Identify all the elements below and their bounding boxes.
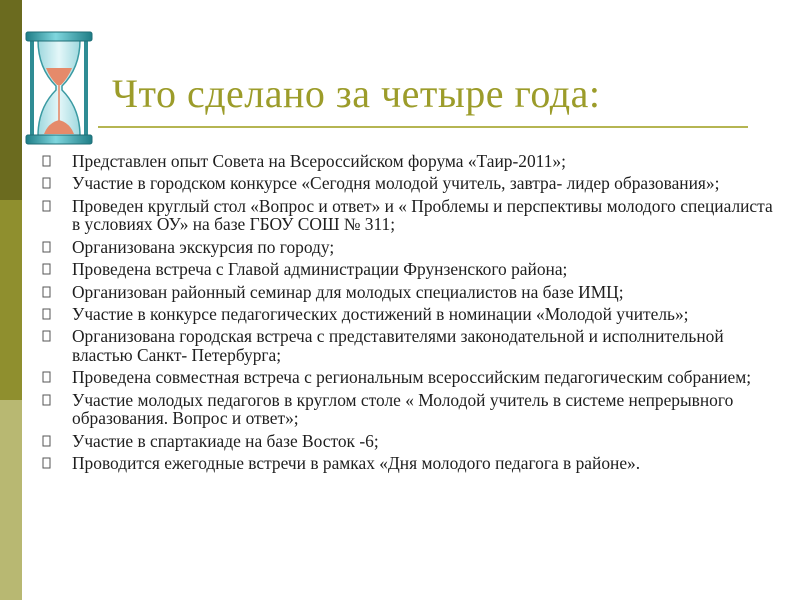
open-box-bullet-icon — [42, 370, 52, 384]
hourglass-icon — [24, 28, 94, 148]
open-box-bullet-icon — [42, 456, 52, 470]
list-item — [42, 260, 782, 279]
band-segment-middle — [0, 200, 22, 400]
list-item — [42, 305, 782, 324]
open-box-bullet-icon — [42, 240, 52, 254]
open-box-bullet-icon — [42, 393, 52, 407]
list-item — [42, 152, 782, 171]
title-underline — [98, 126, 748, 128]
list-item — [42, 391, 782, 428]
list-item-text: Участие в спартакиаде на базе Восток -6; — [72, 430, 379, 451]
open-box-bullet-icon — [42, 176, 52, 190]
list-item-text: Участие в городском конкурсе «Сегодня молодой учитель, завтра- лидер образования»; — [72, 173, 720, 194]
bullet-list — [42, 152, 782, 476]
left-decorative-band — [0, 0, 22, 600]
open-box-bullet-icon — [42, 262, 52, 276]
open-box-bullet-icon — [42, 434, 52, 448]
list-item — [42, 283, 782, 302]
list-item-text: Организована городская встреча с представителями законодательной и исполнительной властью Санкт- Петербурга; — [72, 326, 724, 365]
list-item-text: Представлен опыт Совета на Всероссийском форума «Таир-2011»; — [72, 151, 566, 171]
band-segment-bottom — [0, 400, 22, 600]
open-box-bullet-icon — [42, 307, 52, 321]
list-item — [42, 174, 782, 193]
list-item-text: Проведен круглый стол «Вопрос и ответ» и « Проблемы и перспективы молодого специалиста в условиях ОУ» на базе ГБОУ СОШ № 311; — [72, 195, 773, 235]
slide-title: Что сделано за четыре года: — [112, 71, 601, 116]
list-item-text: Участие в конкурсе педагогических достижений в номинации «Молодой учитель»; — [72, 303, 689, 324]
list-item-text: Организован районный семинар для молодых специалистов на базе ИМЦ; — [72, 281, 624, 302]
list-item — [42, 238, 782, 257]
list-item-text: Проведена встреча с Главой администрации Фрунзенского района; — [72, 259, 568, 280]
open-box-bullet-icon — [42, 329, 52, 343]
list-item-text: Участие молодых педагогов в круглом столе « Молодой учитель в системе непрерывного образования. Вопрос и ответ»; — [72, 389, 734, 429]
list-item — [42, 432, 782, 451]
list-item — [42, 368, 782, 387]
list-item — [42, 327, 782, 364]
open-box-bullet-icon — [42, 285, 52, 299]
list-item-text: Проводится ежегодные встречи в рамках «Дня молодого педагога в районе». — [72, 453, 641, 474]
list-item-text: Проведена совместная встреча с региональным всероссийским педагогическим собранием; — [72, 367, 752, 388]
band-segment-top — [0, 0, 22, 200]
list-item — [42, 454, 782, 473]
list-item — [42, 197, 782, 234]
open-box-bullet-icon — [42, 199, 52, 213]
list-item-text: Организована экскурсия по городу; — [72, 236, 335, 257]
open-box-bullet-icon — [42, 154, 52, 168]
